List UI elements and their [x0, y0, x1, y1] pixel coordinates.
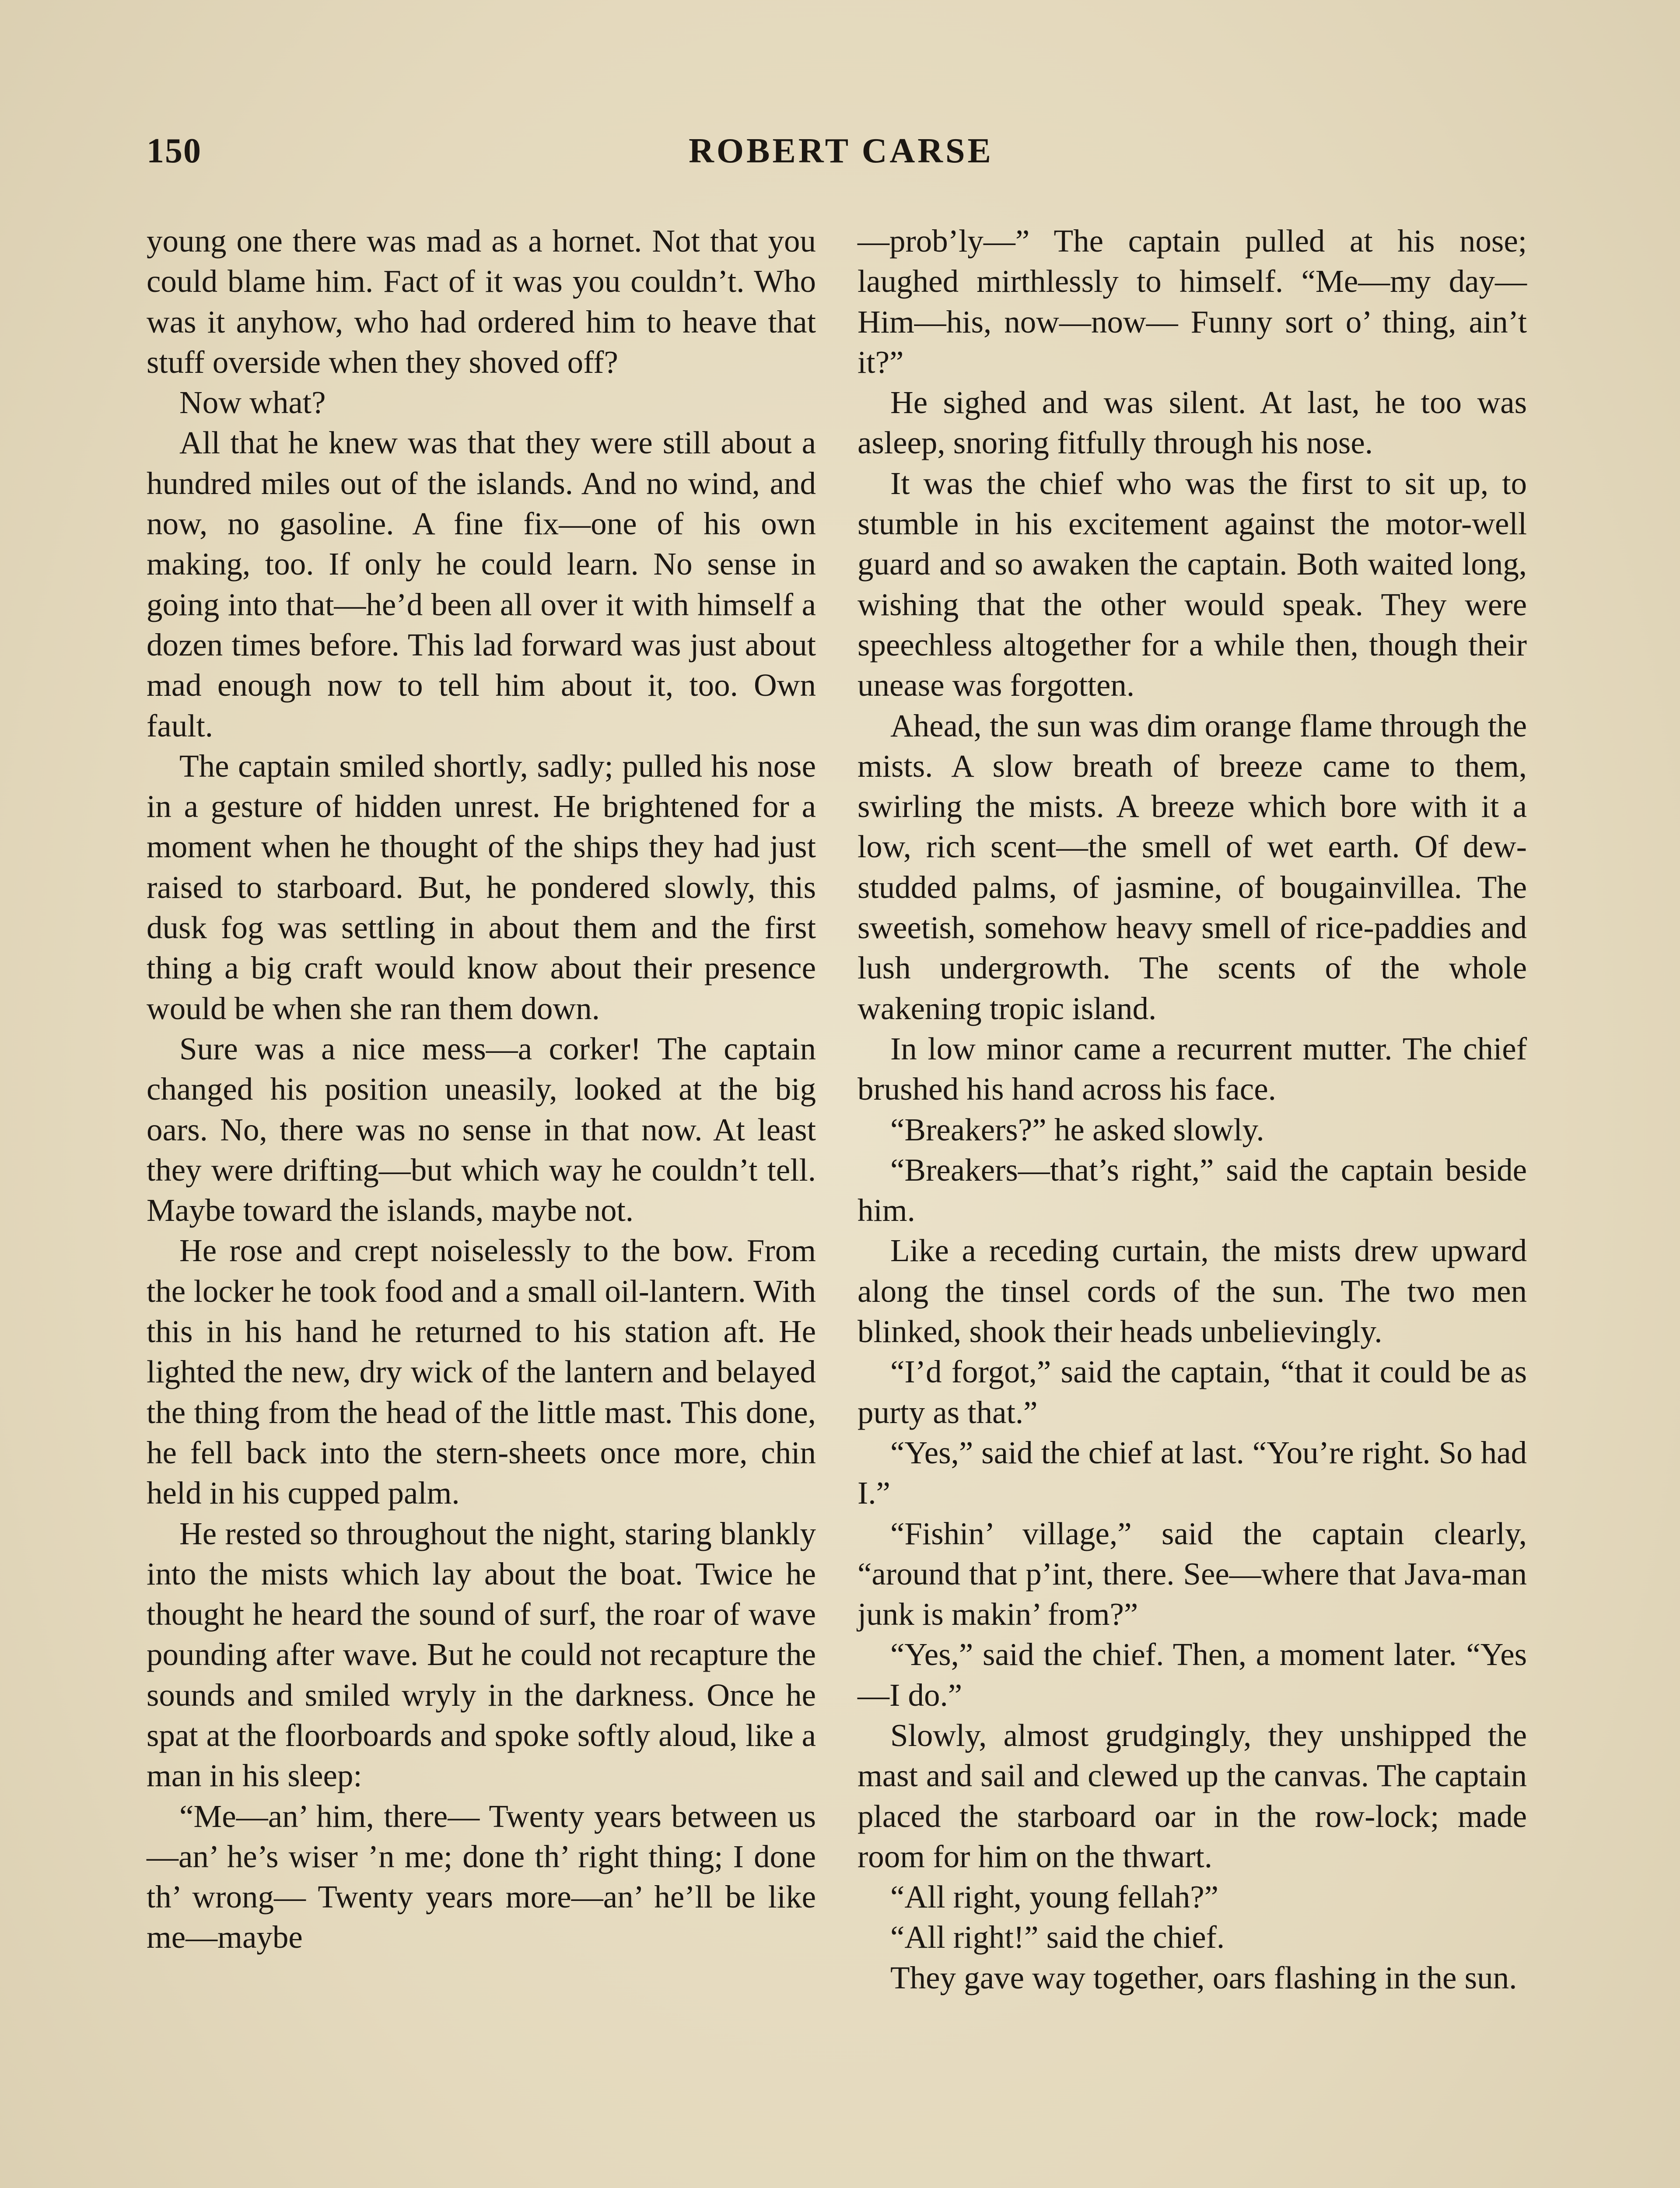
paragraph: “All right, young fellah?” [890, 1879, 1219, 1915]
paragraph: They gave way together, oars flashing in the sun. [890, 1960, 1517, 1995]
paragraph: Sure was a nice mess—a corker! The captain changed his position uneasily, looked at the big oars. No, there was no sense in that now. At least they were drifting—but which way he couldn’t tell. Maybe toward the islands, maybe not. [147, 1031, 816, 1228]
paragraph: young one there was mad as a hornet. Not that you could blame him. Fact of it was you couldn’t. Who was it anyhow, who had ordered him to heave that stuff overside when they shoved off? [147, 223, 816, 380]
paragraph: “Yes,” said the chief. Then, a moment later. “Yes—I do.” [858, 1637, 1527, 1713]
paragraph: “Breakers—that’s right,” said the captain beside him. [858, 1152, 1527, 1228]
paragraph: The captain smiled shortly, sadly; pulled his nose in a gesture of hidden unrest. He brightened for a moment when he thought of the ships they had just raised to starboard. But, he pondered slowly, this dusk fog was settling in about them and the first thing a big craft would know about their presence would be when she ran them down. [147, 748, 816, 1026]
paragraph: “Yes,” said the chief at last. “You’re right. So had I.” [858, 1434, 1527, 1511]
right-column [858, 221, 1527, 1998]
paragraph: Ahead, the sun was dim orange flame through the mists. A slow breath of breeze came to them, swirling the mists. A breeze which bore with it a low, rich scent—the smell of wet earth. Of dew-studded palms, of jasmine, of bougainvillea. The sweetish, somehow heavy smell of rice-paddies and lush undergrowth. The scents of the whole wakening tropic island. [858, 708, 1527, 1026]
paragraph: He rested so throughout the night, staring blankly into the mists which lay about the boat. Twice he thought he heard the sound of surf, the roar of wave pounding after wave. But he could not recapture the sounds and smiled wryly in the darkness. Once he spat at the floorboards and spoke softly aloud, like a man in his sleep: [147, 1515, 816, 1794]
paragraph: In low minor came a recurrent mutter. The chief brushed his hand across his face. [858, 1031, 1527, 1107]
paragraph: “All right!” said the chief. [890, 1919, 1225, 1955]
paragraph: Like a receding curtain, the mists drew upward along the tinsel cords of the sun. The two men blinked, shook their heads unbelievingly. [858, 1233, 1527, 1350]
page-header [147, 131, 1536, 179]
paragraph: He rose and crept noiselessly to the bow. From the locker he took food and a small oil-lantern. With this in his hand he returned to his station aft. He lighted the new, dry wick of the lantern and belayed the thing from the head of the little mast. This done, he fell back into the stern-sheets once more, chin held in his cupped palm. [147, 1233, 816, 1511]
paragraph: All that he knew was that they were still about a hundred miles out of the islands. And no wind, and now, no gasoline. A fine fix—one of his own making, too. If only he could learn. No sense in going into that—he’d been all over it with himself a dozen times before. This lad forward was just about mad enough now to tell him about it, too. Own fault. [147, 425, 816, 743]
paragraph: He sighed and was silent. At last, he too was asleep, snoring fitfully through his nose. [858, 385, 1527, 461]
left-column [147, 221, 816, 1958]
paragraph: “Fishin’ village,” said the captain clearly, “around that p’int, there. See—where that Java-man junk is makin’ from?” [858, 1515, 1527, 1632]
page-number: 150 [147, 132, 202, 170]
paragraph: Slowly, almost grudgingly, they unshipped the mast and sail and clewed up the canvas. The captain placed the starboard oar in the row-lock; made room for him on the thwart. [858, 1717, 1527, 1874]
paragraph: —prob’ly—” The captain pulled at his nose; laughed mirthlessly to himself. “Me—my day— Him—his, now—now— Funny sort o’ thing, ain’t it?” [858, 223, 1527, 380]
running-head: ROBERT CARSE [689, 132, 994, 170]
paragraph: Now what? [179, 385, 326, 421]
paragraph: “Breakers?” he asked slowly. [890, 1112, 1264, 1147]
paragraph: “Me—an’ him, there— Twenty years between us—an’ he’s wiser ’n me; done th’ right thing; I done th’ wrong— Twenty years more—an’ he’ll be like me—maybe [147, 1798, 816, 1955]
paragraph: It was the chief who was the first to sit up, to stumble in his excitement against the motor-well guard and so awaken the captain. Both waited long, wishing that the other would speak. They were speechless altogether for a while then, though their unease was forgotten. [858, 465, 1527, 703]
paragraph: “I’d forgot,” said the captain, “that it could be as purty as that.” [858, 1354, 1527, 1430]
